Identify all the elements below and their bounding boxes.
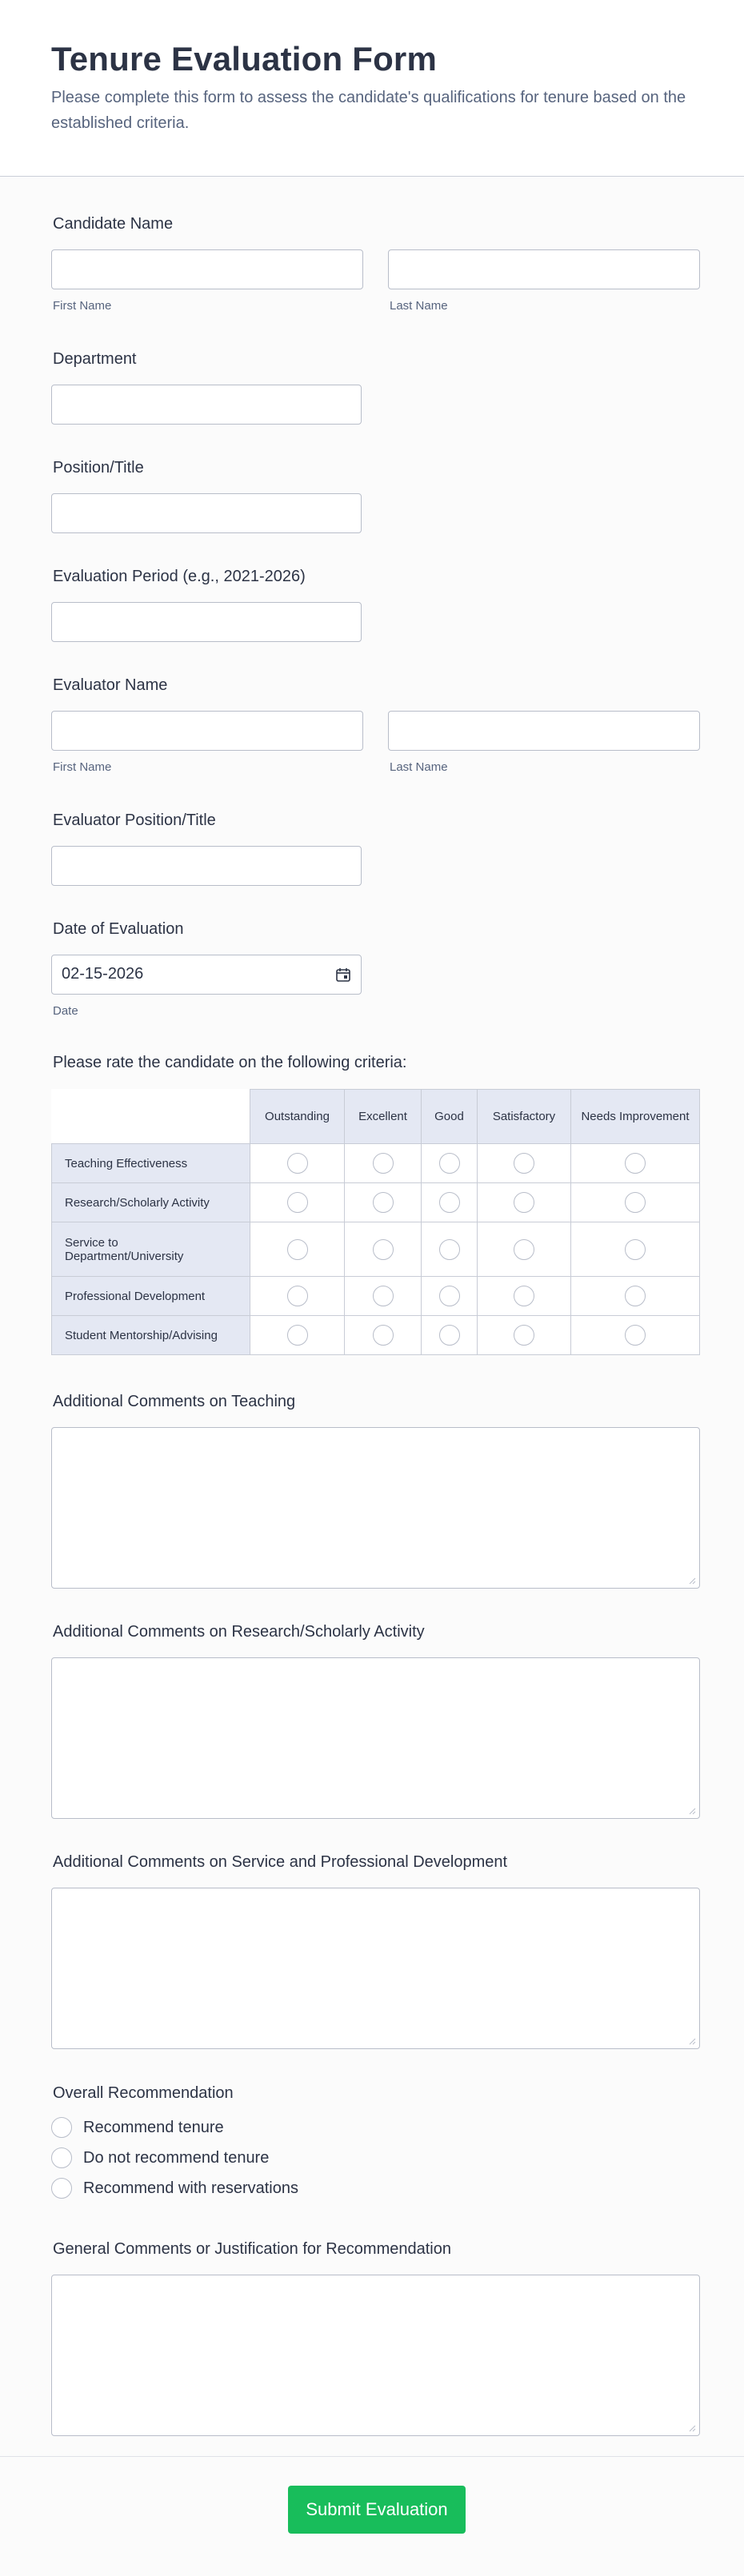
evaluator-last-name-input[interactable] xyxy=(388,711,700,751)
recommendation-option[interactable] xyxy=(51,2146,269,2170)
resize-grip-icon[interactable] xyxy=(688,2037,696,2045)
recommendation-option[interactable] xyxy=(51,2176,298,2200)
evaluator-first-name-sublabel: First Name xyxy=(53,760,112,774)
form-subtitle: Please complete this form to assess the candidate's qualifications for tenure based on the established criteria. xyxy=(51,89,686,132)
matrix-radio[interactable] xyxy=(287,1153,308,1174)
candidate-name-label: Candidate Name xyxy=(53,215,174,233)
matrix-row-label: Service to Department/University xyxy=(52,1222,250,1277)
matrix-radio[interactable] xyxy=(373,1192,394,1213)
form-header xyxy=(0,0,744,177)
resize-grip-icon[interactable] xyxy=(688,1807,696,1815)
resize-grip-icon[interactable] xyxy=(688,2424,696,2432)
comments-service-textarea[interactable] xyxy=(51,1888,700,2049)
candidate-first-name-sublabel: First Name xyxy=(53,299,112,313)
matrix-radio[interactable] xyxy=(287,1286,308,1306)
matrix-row-label: Professional Development xyxy=(52,1277,250,1316)
candidate-last-name-sublabel: Last Name xyxy=(390,299,448,313)
comments-teaching-label: Additional Comments on Teaching xyxy=(53,1393,296,1410)
recommendation-option-label: Recommend with reservations xyxy=(83,2179,298,2197)
matrix-label: Please rate the candidate on the following criteria: xyxy=(53,1054,407,1071)
matrix-radio[interactable] xyxy=(514,1192,534,1213)
recommendation-option-label: Recommend tenure xyxy=(83,2118,224,2136)
comments-service-label: Additional Comments on Service and Professional Development xyxy=(53,1853,508,1871)
matrix-row xyxy=(52,1316,700,1355)
recommendation-radio[interactable] xyxy=(51,2147,72,2168)
evaluator-first-name-input[interactable] xyxy=(51,711,363,751)
rating-matrix xyxy=(51,1089,700,1355)
matrix-radio[interactable] xyxy=(625,1325,646,1346)
comments-teaching-textarea[interactable] xyxy=(51,1427,700,1589)
date-value: 02-15-2026 xyxy=(62,965,144,983)
matrix-radio[interactable] xyxy=(287,1325,308,1346)
matrix-radio[interactable] xyxy=(514,1286,534,1306)
matrix-col-needs-improvement: Needs Improvement xyxy=(571,1090,700,1144)
department-input[interactable] xyxy=(51,385,362,425)
general-comments-label: General Comments or Justification for Recommendation xyxy=(53,2240,451,2258)
evaluator-position-input[interactable] xyxy=(51,846,362,886)
general-comments-textarea[interactable] xyxy=(51,2275,700,2436)
resize-grip-icon[interactable] xyxy=(688,1577,696,1585)
matrix-radio[interactable] xyxy=(439,1153,460,1174)
matrix-row-label: Student Mentorship/Advising xyxy=(52,1316,250,1355)
candidate-last-name-input[interactable] xyxy=(388,249,700,289)
matrix-radio[interactable] xyxy=(287,1192,308,1213)
recommendation-option[interactable] xyxy=(51,2115,224,2139)
matrix-row xyxy=(52,1144,700,1183)
date-label: Date of Evaluation xyxy=(53,920,184,938)
matrix-radio[interactable] xyxy=(514,1153,534,1174)
matrix-radio[interactable] xyxy=(439,1239,460,1260)
comments-research-textarea[interactable] xyxy=(51,1657,700,1819)
matrix-row xyxy=(52,1222,700,1277)
matrix-radio[interactable] xyxy=(373,1239,394,1260)
matrix-row xyxy=(52,1183,700,1222)
evaluator-position-label: Evaluator Position/Title xyxy=(53,811,216,829)
matrix-row-label: Teaching Effectiveness xyxy=(52,1144,250,1183)
matrix-col-good: Good xyxy=(422,1090,478,1144)
recommendation-option-label: Do not recommend tenure xyxy=(83,2148,270,2167)
recommendation-label: Overall Recommendation xyxy=(53,2084,234,2102)
matrix-radio[interactable] xyxy=(373,1286,394,1306)
form-footer xyxy=(0,2456,744,2576)
position-input[interactable] xyxy=(51,493,362,533)
position-label: Position/Title xyxy=(53,459,144,477)
date-input[interactable] xyxy=(51,955,362,995)
evaluation-period-label: Evaluation Period (e.g., 2021-2026) xyxy=(53,568,306,585)
recommendation-radio[interactable] xyxy=(51,2178,72,2199)
evaluator-name-label: Evaluator Name xyxy=(53,676,168,694)
matrix-radio[interactable] xyxy=(439,1325,460,1346)
matrix-radio[interactable] xyxy=(373,1325,394,1346)
matrix-radio[interactable] xyxy=(439,1192,460,1213)
matrix-radio[interactable] xyxy=(373,1153,394,1174)
matrix-radio[interactable] xyxy=(625,1239,646,1260)
matrix-corner xyxy=(52,1090,250,1144)
comments-research-label: Additional Comments on Research/Scholarly Activity xyxy=(53,1623,425,1641)
matrix-col-outstanding: Outstanding xyxy=(250,1090,345,1144)
matrix-row xyxy=(52,1277,700,1316)
recommendation-radio[interactable] xyxy=(51,2117,72,2138)
matrix-radio[interactable] xyxy=(625,1153,646,1174)
candidate-first-name-input[interactable] xyxy=(51,249,363,289)
evaluator-last-name-sublabel: Last Name xyxy=(390,760,448,774)
matrix-row-label: Research/Scholarly Activity xyxy=(52,1183,250,1222)
matrix-radio[interactable] xyxy=(514,1239,534,1260)
matrix-radio[interactable] xyxy=(625,1286,646,1306)
matrix-radio[interactable] xyxy=(514,1325,534,1346)
matrix-radio[interactable] xyxy=(439,1286,460,1306)
matrix-col-excellent: Excellent xyxy=(345,1090,422,1144)
form-title: Tenure Evaluation Form xyxy=(51,40,438,78)
department-label: Department xyxy=(53,350,137,368)
matrix-col-satisfactory: Satisfactory xyxy=(478,1090,571,1144)
calendar-icon[interactable] xyxy=(335,967,351,983)
matrix-radio[interactable] xyxy=(625,1192,646,1213)
submit-button[interactable]: Submit Evaluation xyxy=(288,2486,466,2534)
matrix-radio[interactable] xyxy=(287,1239,308,1260)
date-sublabel: Date xyxy=(53,1004,78,1018)
evaluation-period-input[interactable] xyxy=(51,602,362,642)
